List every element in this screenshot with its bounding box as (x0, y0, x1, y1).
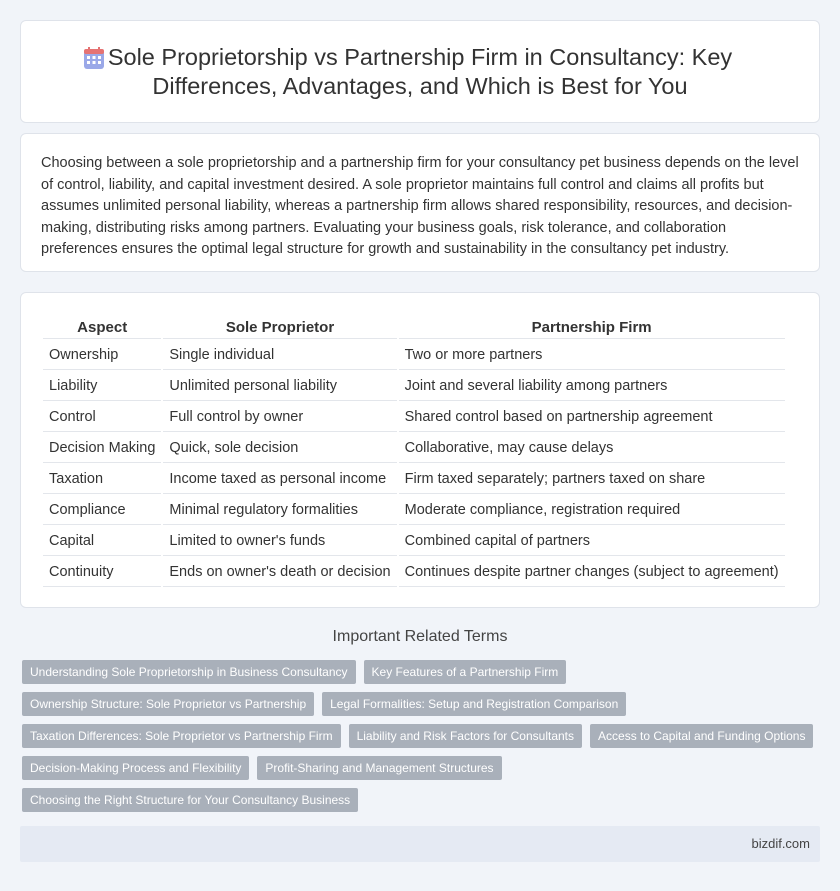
cell-partnership: Collaborative, may cause delays (399, 434, 785, 463)
comparison-table (41, 313, 787, 589)
comparison-card (20, 292, 820, 608)
cell-partnership: Continues despite partner changes (subject to agreement) (399, 558, 785, 587)
table-row (43, 558, 785, 587)
cell-aspect: Decision Making (43, 434, 161, 463)
header-sole-proprietor: Sole Proprietor (163, 315, 396, 339)
page-title: Sole Proprietorship vs Partnership Firm in Consultancy: Key Differences, Advantages, and Which is Best for You (107, 43, 733, 99)
table-row (43, 341, 785, 370)
related-term-link[interactable]: Profit-Sharing and Management Structures (257, 756, 501, 780)
table-row (43, 403, 785, 432)
cell-sole: Quick, sole decision (163, 434, 396, 463)
table-row (43, 496, 785, 525)
cell-aspect: Compliance (43, 496, 161, 525)
related-term-link[interactable]: Key Features of a Partnership Firm (364, 660, 567, 684)
related-terms-heading: Important Related Terms (332, 628, 508, 645)
related-term-link[interactable]: Choosing the Right Structure for Your Consultancy Business (22, 788, 358, 812)
cell-sole: Unlimited personal liability (163, 372, 396, 401)
cell-aspect: Capital (43, 527, 161, 556)
intro-card (20, 133, 820, 272)
table-header-row (43, 315, 785, 339)
related-term-link[interactable]: Taxation Differences: Sole Proprietor vs Partnership Firm (22, 724, 341, 748)
footer-bar (20, 826, 820, 862)
related-term-link[interactable]: Decision-Making Process and Flexibility (22, 756, 249, 780)
cell-sole: Single individual (163, 341, 396, 370)
cell-sole: Income taxed as personal income (163, 465, 396, 494)
header-aspect: Aspect (43, 315, 161, 339)
cell-partnership: Shared control based on partnership agreement (399, 403, 785, 432)
cell-aspect: Control (43, 403, 161, 432)
cell-partnership: Moderate compliance, registration required (399, 496, 785, 525)
cell-sole: Limited to owner's funds (163, 527, 396, 556)
cell-sole: Full control by owner (163, 403, 396, 432)
calendar-icon (83, 46, 105, 70)
cell-sole: Ends on owner's death or decision (163, 558, 396, 587)
related-term-link[interactable]: Liability and Risk Factors for Consultants (349, 724, 582, 748)
cell-aspect: Taxation (43, 465, 161, 494)
table-row (43, 434, 785, 463)
cell-partnership: Combined capital of partners (399, 527, 785, 556)
site-name[interactable]: bizdif.com (751, 836, 810, 851)
cell-sole: Minimal regulatory formalities (163, 496, 396, 525)
related-term-link[interactable]: Access to Capital and Funding Options (590, 724, 813, 748)
title-card (20, 20, 820, 123)
related-term-link[interactable]: Understanding Sole Proprietorship in Business Consultancy (22, 660, 356, 684)
intro-paragraph: Choosing between a sole proprietorship and a partnership firm for your consultancy pet business depends on the level of control, liability, and capital investment desired. A sole proprietor maintains full control and claims all profits but assumes unlimited personal liability, whereas a partnership firm allows shared responsibility, resources, and decision-making, distributing risks among partners. Evaluating your business goals, risk tolerance, and collaboration preferences ensures the optimal legal structure for growth and sustainability in the consultancy pet industry. (41, 155, 799, 257)
cell-partnership: Joint and several liability among partners (399, 372, 785, 401)
cell-partnership: Two or more partners (399, 341, 785, 370)
related-term-link[interactable]: Legal Formalities: Setup and Registration Comparison (322, 692, 626, 716)
table-row (43, 527, 785, 556)
cell-partnership: Firm taxed separately; partners taxed on share (399, 465, 785, 494)
related-term-link[interactable]: Ownership Structure: Sole Proprietor vs Partnership (22, 692, 314, 716)
table-row (43, 465, 785, 494)
cell-aspect: Continuity (43, 558, 161, 587)
cell-aspect: Liability (43, 372, 161, 401)
cell-aspect: Ownership (43, 341, 161, 370)
table-row (43, 372, 785, 401)
related-terms-list (22, 660, 822, 820)
header-partnership-firm: Partnership Firm (399, 315, 785, 339)
